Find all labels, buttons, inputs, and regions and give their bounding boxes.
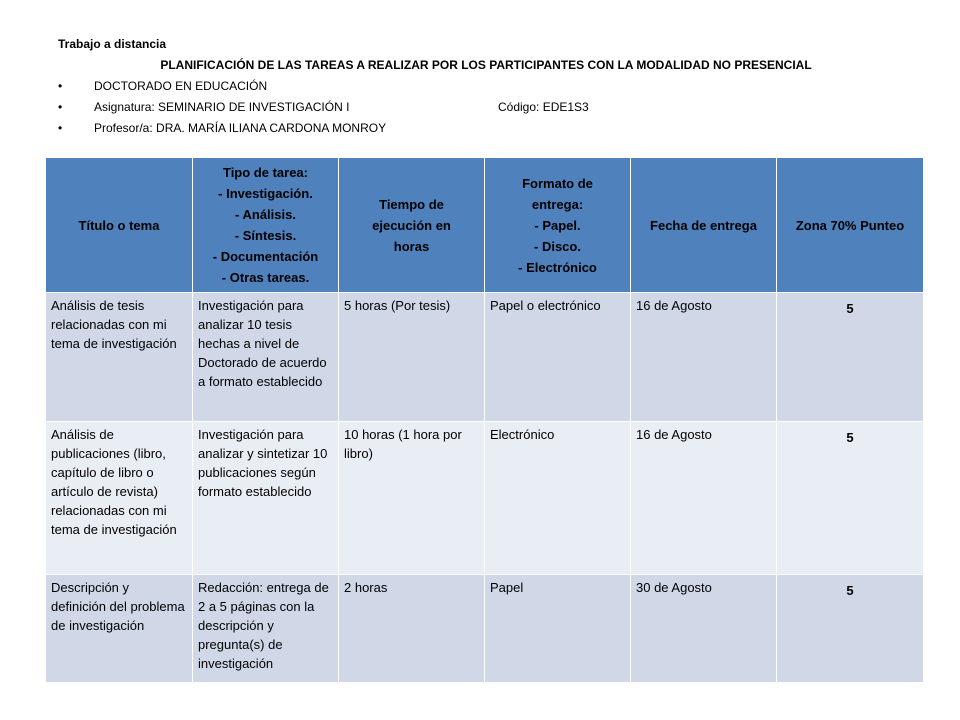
document-kind: Trabajo a distancia xyxy=(58,37,167,51)
header-format: Formato de entrega: - Papel. - Disco. - Electrónico xyxy=(485,158,631,293)
table-row xyxy=(46,422,924,575)
table-header-row xyxy=(46,158,924,293)
cell-points: 5 xyxy=(777,293,924,422)
cell-format: Papel o electrónico xyxy=(485,293,631,422)
info-list xyxy=(58,78,589,141)
cell-time: 2 horas xyxy=(339,575,485,683)
header-title: Título o tema xyxy=(46,158,193,293)
header-zone: Zona 70% Punteo xyxy=(777,158,924,293)
cell-task: Investigación para analizar y sintetizar 10 publicaciones según formato establecido xyxy=(193,422,339,575)
table-row xyxy=(46,575,924,683)
cell-task: Redacción: entrega de 2 a 5 páginas con la descripción y pregunta(s) de investigación xyxy=(193,575,339,683)
info-item-professor xyxy=(58,120,386,141)
cell-title: Análisis de tesis relacionadas con mi tema de investigación xyxy=(46,293,193,422)
course-code: Código: EDE1S3 xyxy=(498,100,589,114)
cell-points: 5 xyxy=(777,422,924,575)
bullet-icon: • xyxy=(58,100,63,114)
document-title: PLANIFICACIÓN DE LAS TAREAS A REALIZAR POR LOS PARTICIPANTES CON LA MODALIDAD NO PRESENCIAL xyxy=(160,58,812,72)
header-task-type: Tipo de tarea: - Investigación. - Análisis. - Síntesis. - Documentación - Otras tareas. xyxy=(193,158,339,293)
cell-title: Descripción y definición del problema de investigación xyxy=(46,575,193,683)
cell-date: 16 de Agosto xyxy=(631,293,777,422)
cell-format: Electrónico xyxy=(485,422,631,575)
cell-time: 10 horas (1 hora por libro) xyxy=(339,422,485,575)
cell-date: 16 de Agosto xyxy=(631,422,777,575)
cell-title: Análisis de publicaciones (libro, capítulo de libro o artículo de revista) relacionadas con mi tema de investigación xyxy=(46,422,193,575)
task-plan-table xyxy=(45,157,924,683)
program-text: DOCTORADO EN EDUCACIÓN xyxy=(94,79,268,93)
header-time: Tiempo de ejecución en horas xyxy=(339,158,485,293)
bullet-icon: • xyxy=(58,79,63,93)
professor-text: Profesor/a: DRA. MARÍA ILIANA CARDONA MONROY xyxy=(94,121,387,135)
cell-points: 5 xyxy=(777,575,924,683)
info-item-subject xyxy=(58,99,589,120)
table-row xyxy=(46,293,924,422)
info-item-program xyxy=(58,78,386,99)
cell-format: Papel xyxy=(485,575,631,683)
header-date: Fecha de entrega xyxy=(631,158,777,293)
cell-time: 5 horas (Por tesis) xyxy=(339,293,485,422)
subject-text: Asignatura: SEMINARIO DE INVESTIGACIÓN I xyxy=(94,100,350,114)
cell-date: 30 de Agosto xyxy=(631,575,777,683)
cell-task: Investigación para analizar 10 tesis hechas a nivel de Doctorado de acuerdo a formato establecido xyxy=(193,293,339,422)
bullet-icon: • xyxy=(58,121,63,135)
